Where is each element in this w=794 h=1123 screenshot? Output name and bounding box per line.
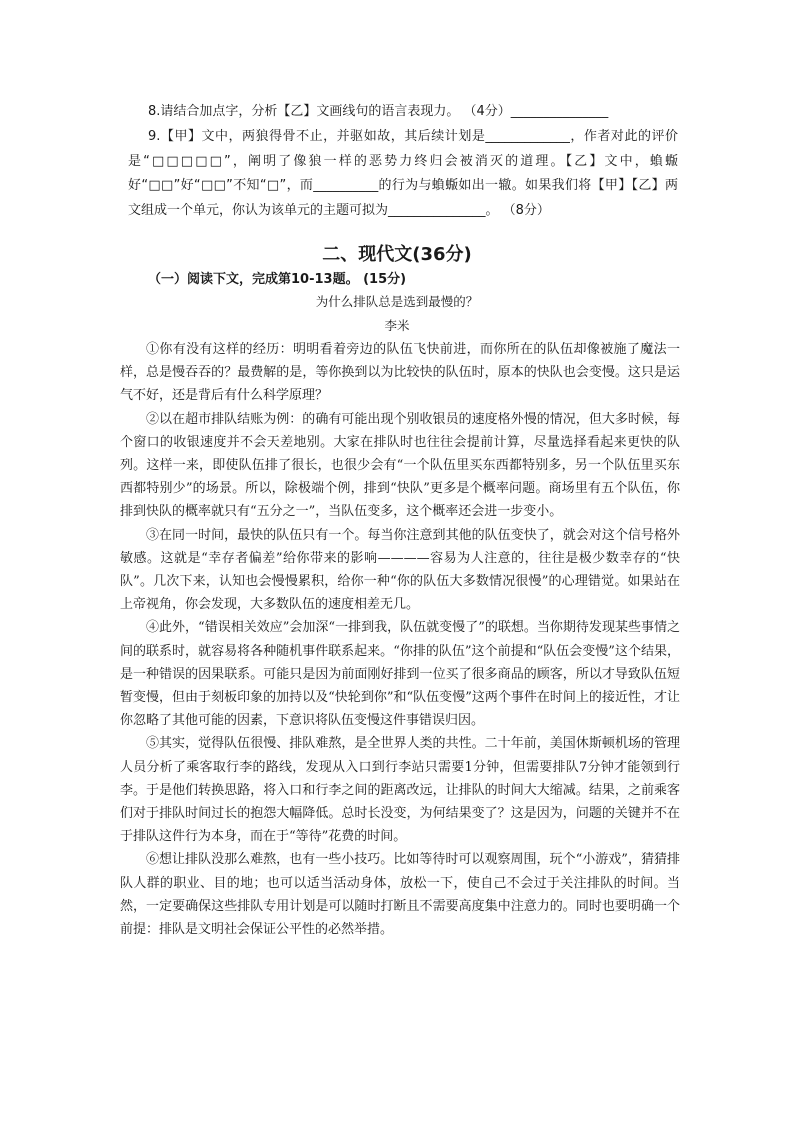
article-paragraph: ⑥想让排队没那么难熬，也有一些小技巧。比如等待时可以观察周围，玩个“小游戏”，猜猜排队人群的职业、目的地；也可以适当活动身体，放松一下，使自己不会过于关注排队的时间。当然，一定要确保这些排队专用计划是可以随时打断且不需要高度集中注意力的。同时也要明确一个前提：排队是文明社会保证公平性的必然举措。 <box>120 852 680 938</box>
article-author: 李米 <box>384 318 410 333</box>
article-paragraph: ⑤其实，觉得队伍很慢、排队难熬，是全世界人类的共性。二十年前，美国休斯顿机场的管理人员分析了乘客取行李的路线，发现从入口到行李站只需要1分钟，但需要排队7分钟才能领到行李。于是他们转换思路，将入口和行李之间的距离改远，让排队的时间大大缩减。结果，之前乘客们对于排队时间过长的抱怨大幅降低。总时长没变，为何结果变了？这是因为，问题的关键并不在于排队这件行为本身，而在于“等待”花费的时间。 <box>120 736 680 845</box>
section-subtitle: （一）阅读下文，完成第10-13题。 (15分) <box>148 272 407 287</box>
article-paragraph: ③在同一时间，最快的队伍只有一个。每当你注意到其他的队伍变快了，就会对这个信号格外敏感。这就是“幸存者偏差”给你带来的影响————容易为人注意的，往往是极少数幸存的“快队”。几次下来，认知也会慢慢累积，给你一种“你的队伍大多数情况很慢”的心理错觉。如果站在上帝视角，你会发现，大多数队伍的速度相差无几。 <box>120 527 680 613</box>
article-paragraph: ②以在超市排队结账为例：的确有可能出现个别收银员的速度格外慢的情况，但大多时候，每个窗口的收银速度并不会天差地别。大家在排队时也往往会提前计算，尽量选择看起来更快的队列。这样一来，即使队伍排了很长，也很少会有“一个队伍里买东西都特别多，另一个队伍里买东西都特别少”的场景。所以，除极端个例，排到“快队”更多是个概率问题。商场里有五个队伍，你排到快队的概率就只有“五分之一”，当队伍变多，这个概率还会进一步变小。 <box>120 411 680 520</box>
question-8: 8.请结合加点字，分析【乙】文画线句的语言表现力。 （4分）_______________ <box>148 104 609 119</box>
article-body <box>120 338 680 941</box>
question-9-text: 9.【甲】文中，两狼得骨不止，并驱如故，其后续计划是_____________，作者对此的评价是“□□□□□”，阐明了像狼一样的恶势力终归会被消灭的道理。【乙】文中，蝜蝂好“□□”好“□□”不知“□”，而__________的行为与蝜蝂如出一辙。如果我们将【甲】【乙】两文组成一个单元，你认为该单元的主题可拟为_______________。 （8分） <box>128 129 678 218</box>
section-title: 二、现代文(36分) <box>322 244 472 265</box>
question-9 <box>128 125 678 223</box>
article-paragraph: ④此外，“错误相关效应”会加深“一排到我，队伍就变慢了”的联想。当你期待发现某些事情之间的联系时，就容易将各种随机事件联系起来。“你排的队伍”这个前提和“队伍会变慢”这个结果，是一种错误的因果联系。可能只是因为前面刚好排到一位买了很多商品的顾客，所以才导致队伍短暂变慢，但由于刻板印象的加持以及“快轮到你”和“队伍变慢”这两个事件在时间上的接近性，才让你忽略了其他可能的因素，下意识将队伍变慢这件事错误归因。 <box>120 620 680 729</box>
article-paragraph: ①你有没有这样的经历：明明看着旁边的队伍飞快前进，而你所在的队伍却像被施了魔法一样，总是慢吞吞的？最费解的是，等你换到以为比较快的队伍时，原本的快队也会变慢。这只是运气不好，还是背后有什么科学原理？ <box>120 342 680 404</box>
article-title: 为什么排队总是选到最慢的？ <box>315 294 479 309</box>
